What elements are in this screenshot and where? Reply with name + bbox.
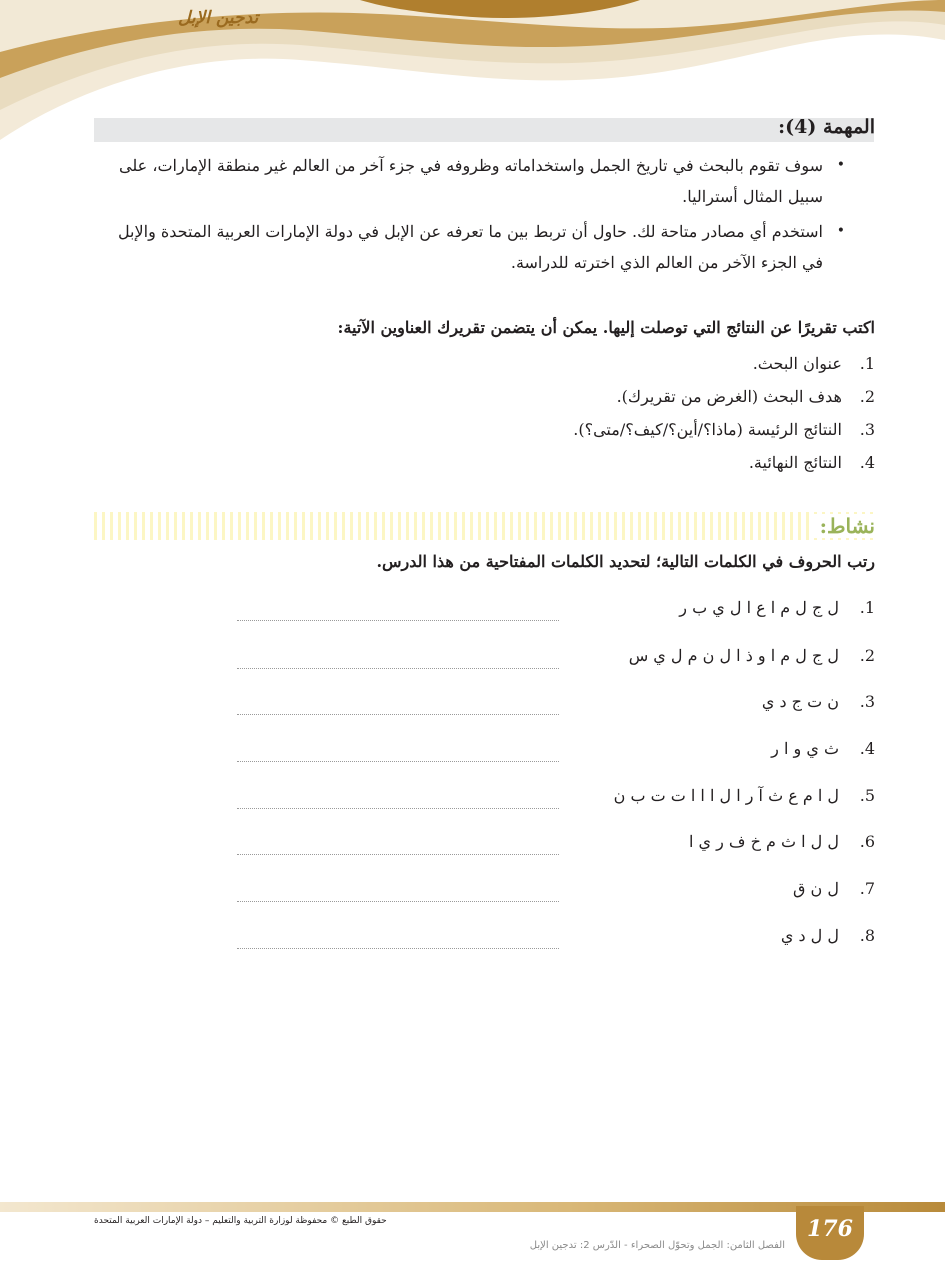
report-heading-list [573,350,875,482]
answer-line[interactable] [237,761,559,762]
scrambled-letters: ل ا م ع ث آ ر ا ل ا ا ا ت ت ب ن [613,786,839,805]
scrambled-word-row [69,739,875,769]
copyright-text: حقوق الطبع © محفوظة لوزارة التربية والتعليم – دولة الإمارات العربية المتحدة [94,1216,387,1226]
item-number: 4. [859,453,875,472]
word-number: 1. [859,598,875,617]
item-text: عنوان البحث. [752,354,842,373]
word-number: 5. [859,786,875,805]
list-item [573,350,875,383]
bullet-icon: • [836,223,845,239]
item-number: 3. [859,420,875,439]
bullet-icon: • [836,157,845,173]
scrambled-word-row [69,786,875,816]
word-number: 2. [859,646,875,665]
scrambled-letters: ل ن ق [793,879,839,898]
item-text: هدف البحث (الغرض من تقريرك). [616,387,842,406]
answer-line[interactable] [237,901,559,902]
scrambled-word-row [69,646,875,676]
list-item [95,150,845,212]
scrambled-word-row [69,926,875,956]
page-number: 176 [807,1216,853,1242]
answer-line[interactable] [237,854,559,855]
item-text: النتائج النهائية. [748,453,842,472]
word-number: 4. [859,739,875,758]
activity-instruction: رتب الحروف في الكلمات التالية؛ لتحديد الكلمات المفتاحية من هذا الدرس. [376,552,875,571]
item-number: 2. [859,387,875,406]
scrambled-letters: ث ي و ا ر [771,739,839,758]
bullet-text: سوف تقوم بالبحث في تاريخ الجمل واستخداماته وظروفه في جزء آخر من العالم غير منطقة الإمارات، على سبيل المثال أستراليا. [119,156,823,206]
bullet-text: استخدم أي مصادر متاحة لك. حاول أن تربط بين ما تعرفه عن الإبل في دولة الإمارات العربية المتحدة والإبل في الجزء الآخر من العالم الذي اخترته للدراسة. [117,222,823,272]
item-text: النتائج الرئيسة (ماذا؟/أين؟/كيف؟/متى؟). [573,420,842,439]
answer-line[interactable] [237,948,559,949]
answer-line[interactable] [237,620,559,621]
scrambled-word-row [69,692,875,722]
report-instruction: اكتب تقريرًا عن النتائج التي توصلت إليها. يمكن أن يتضمن تقريرك العناوين الآتية: [337,318,875,337]
word-number: 6. [859,832,875,851]
list-item [573,416,875,449]
answer-line[interactable] [237,808,559,809]
scrambled-letters: ل ل د ي [780,926,839,945]
scrambled-letters: ن ت ج د ي [761,692,839,711]
scrambled-letters: ل ج ل م ا و ذ ا ل ن م ل ي س [628,646,839,665]
list-item [573,449,875,482]
answer-line[interactable] [237,714,559,715]
scrambled-word-row [69,832,875,862]
chapter-header-title: تدجين الإبل [178,8,259,28]
task-title-bar [94,118,874,142]
answer-line[interactable] [237,668,559,669]
task-title: المهمة (4): [778,116,875,138]
scrambled-letters: ل ج ل م ا ع ا ل ي ب ر [679,598,839,617]
scrambled-word-row [69,879,875,909]
word-number: 7. [859,879,875,898]
chapter-info: الفصل الثامن: الجمل وتحوّل الصحراء - الدّرس 2: تدجين الإبل [529,1240,785,1251]
task-bullet-list [95,150,845,282]
scrambled-letters: ل ل ا ث م خ ف ر ي ا [688,832,839,851]
activity-title: نشاط: [814,514,875,538]
item-number: 1. [859,354,875,373]
word-number: 8. [859,926,875,945]
scrambled-word-row [69,598,875,628]
list-item [573,383,875,416]
activity-title-band [94,512,874,540]
word-number: 3. [859,692,875,711]
list-item [95,216,845,278]
